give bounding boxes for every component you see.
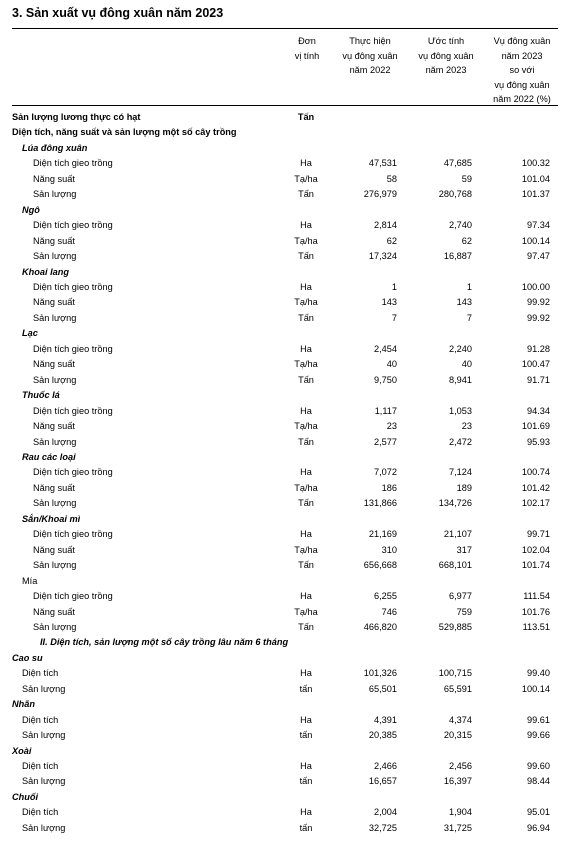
- value-2022: 62: [386, 235, 397, 246]
- table-row: [0, 745, 567, 760]
- table-row: [0, 683, 567, 698]
- value-2023: 59: [461, 173, 472, 184]
- value-ratio: 101.74: [521, 560, 550, 571]
- table-row: [0, 466, 567, 481]
- row-label: Xoài: [12, 745, 32, 756]
- row-label: Sản lượng: [33, 374, 77, 385]
- value-ratio: 100.14: [521, 683, 550, 694]
- row-label: Diện tích, năng suất và sản lượng một số cây trồng: [12, 127, 237, 138]
- value-2023: 16,887: [443, 251, 472, 262]
- row-label: Mía: [22, 575, 38, 586]
- row-unit: Tấn: [298, 251, 314, 262]
- value-2022: 7: [391, 312, 397, 323]
- table-row: [0, 312, 567, 327]
- row-unit: Tấn: [298, 498, 314, 509]
- value-ratio: 113.51: [522, 621, 550, 632]
- value-ratio: 111.54: [523, 591, 550, 602]
- row-label: Sản lượng: [33, 498, 77, 509]
- row-label: Sản lượng: [33, 436, 77, 447]
- row-unit: Ha: [300, 343, 312, 354]
- value-ratio: 95.01: [527, 807, 550, 818]
- row-unit: Tạ/ha: [294, 606, 318, 617]
- row-label: Diện tích gieo trồng: [33, 343, 113, 354]
- row-label: Năng suất: [33, 606, 75, 617]
- value-2023: 143: [456, 297, 472, 308]
- row-label: Năng suất: [33, 421, 75, 432]
- table-row: [0, 327, 567, 342]
- row-label: Diện tích: [22, 668, 59, 679]
- table-body: [0, 111, 567, 837]
- value-2022: 1,117: [374, 405, 397, 416]
- table-row: [0, 266, 567, 281]
- row-unit: Ha: [300, 807, 312, 818]
- value-ratio: 101.42: [521, 482, 550, 493]
- row-unit: Ha: [300, 761, 312, 772]
- table-row: [0, 652, 567, 667]
- value-ratio: 96.94: [527, 822, 550, 833]
- value-2022: 131,866: [363, 498, 397, 509]
- table-row: [0, 791, 567, 806]
- value-2022: 23: [386, 421, 397, 432]
- table-row: [0, 528, 567, 543]
- value-2022: 65,501: [368, 683, 397, 694]
- value-2023: 16,397: [443, 776, 472, 787]
- value-2022: 2,814: [374, 220, 397, 231]
- value-ratio: 91.28: [527, 343, 550, 354]
- row-label: Sản lượng lương thực có hạt: [12, 112, 141, 122]
- value-ratio: 102.17: [521, 498, 550, 509]
- row-label: Sản lượng: [22, 822, 66, 833]
- value-ratio: 99.61: [527, 714, 550, 725]
- value-2022: 186: [381, 482, 397, 493]
- table-row: [0, 296, 567, 311]
- value-2022: 9,750: [374, 374, 397, 385]
- value-2022: 17,324: [368, 251, 397, 262]
- value-2023: 100,715: [438, 668, 472, 679]
- row-unit: tấn: [299, 683, 313, 694]
- row-unit: Ha: [300, 714, 312, 725]
- row-label: Sản lượng: [33, 251, 77, 262]
- value-ratio: 100.47: [521, 359, 550, 370]
- value-2023: 529,885: [438, 621, 472, 632]
- row-unit: Tấn: [297, 112, 315, 122]
- value-2022: 16,657: [368, 776, 397, 787]
- value-2022: 47,531: [368, 158, 397, 169]
- value-ratio: 98.44: [527, 776, 550, 787]
- row-unit: Tấn: [298, 374, 314, 385]
- value-2023: 47,685: [443, 158, 472, 169]
- row-label: Năng suất: [33, 235, 75, 246]
- row-label: Sản lượng: [33, 312, 77, 323]
- row-unit: tấn: [299, 730, 313, 741]
- table-row: [0, 188, 567, 203]
- table-row: [0, 436, 567, 451]
- table-row: [0, 822, 567, 837]
- row-label: Rau các loại: [22, 451, 76, 462]
- row-unit: Ha: [300, 467, 312, 478]
- row-unit: Tạ/ha: [294, 482, 318, 493]
- row-label: Năng suất: [33, 297, 75, 308]
- row-label: Nhãn: [12, 699, 35, 710]
- row-label: Năng suất: [33, 359, 75, 370]
- value-2023: 20,315: [443, 730, 472, 741]
- value-2023: 1,904: [449, 807, 472, 818]
- row-unit: Tạ/ha: [294, 235, 318, 246]
- value-ratio: 99.71: [527, 529, 550, 540]
- row-unit: Ha: [300, 158, 312, 169]
- row-label: Diện tích: [22, 761, 59, 772]
- row-unit: Tấn: [298, 560, 314, 571]
- row-label: Sản lượng: [33, 560, 77, 571]
- row-label: II. Diện tích, sản lượng một số cây trồng lâu năm 6 tháng: [40, 637, 289, 648]
- table-title: 3. Sản xuất vụ đông xuân năm 2023: [12, 6, 224, 20]
- value-2023: 2,472: [449, 436, 472, 447]
- row-unit: Ha: [300, 220, 312, 231]
- row-unit: Ha: [300, 591, 312, 602]
- value-2023: 189: [456, 482, 472, 493]
- row-unit: Tạ/ha: [294, 544, 318, 555]
- table-row: [0, 451, 567, 466]
- table-row: [0, 420, 567, 435]
- value-2023: 2,456: [449, 761, 472, 772]
- value-ratio: 99.92: [527, 297, 550, 308]
- value-ratio: 95.93: [527, 436, 550, 447]
- value-2022: 276,979: [363, 189, 397, 200]
- value-2023: 668,101: [438, 560, 472, 571]
- value-ratio: 97.34: [527, 220, 550, 231]
- value-2023: 7: [466, 312, 472, 323]
- table-row: [0, 606, 567, 621]
- value-2023: 8,941: [449, 374, 472, 385]
- row-label: Sản lượng: [22, 730, 66, 741]
- row-label: Diện tích gieo trồng: [33, 281, 113, 292]
- table-row: [0, 142, 567, 157]
- value-ratio: 100.74: [521, 467, 550, 478]
- header-col-ratio: Vụ đông xuân năm 2023 so với vụ đông xuân năm 2022 (%): [493, 36, 551, 104]
- value-2023: 31,725: [443, 822, 472, 833]
- value-ratio: 101.04: [521, 173, 550, 184]
- row-label: Diện tích gieo trồng: [33, 591, 113, 602]
- value-ratio: 100.00: [521, 281, 550, 292]
- row-unit: Tạ/ha: [294, 297, 318, 308]
- row-unit: tấn: [299, 822, 313, 833]
- table-row: [0, 497, 567, 512]
- value-ratio: 91.71: [527, 374, 550, 385]
- value-2022: 1: [391, 281, 397, 292]
- value-2022: 466,820: [363, 621, 397, 632]
- value-2022: 2,004: [374, 807, 397, 818]
- value-2022: 58: [386, 173, 397, 184]
- row-unit: Tạ/ha: [294, 421, 318, 432]
- value-2023: 21,107: [443, 529, 472, 540]
- table-row: [0, 405, 567, 420]
- row-label: Sản lượng: [22, 683, 66, 694]
- value-ratio: 94.34: [527, 405, 550, 416]
- value-2023: 62: [461, 235, 472, 246]
- row-label: Chuối: [12, 791, 39, 802]
- value-2023: 23: [461, 421, 472, 432]
- row-unit: Ha: [300, 405, 312, 416]
- row-label: Diện tích: [22, 714, 59, 725]
- value-2022: 7,072: [374, 467, 397, 478]
- table-row: [0, 513, 567, 528]
- value-ratio: 101.37: [521, 189, 550, 200]
- value-ratio: 99.92: [527, 312, 550, 323]
- row-label: Sản lượng: [22, 776, 66, 787]
- table-row: [0, 575, 567, 590]
- row-label: Sắn/Khoai mì: [22, 513, 81, 524]
- value-2023: 2,740: [449, 220, 472, 231]
- table-row: [0, 374, 567, 389]
- value-ratio: 101.76: [521, 606, 550, 617]
- value-ratio: 99.60: [527, 761, 550, 772]
- value-2022: 20,385: [368, 730, 397, 741]
- row-label: Diện tích: [22, 807, 59, 818]
- row-unit: Tạ/ha: [294, 173, 318, 184]
- header-bottom-rule: [12, 105, 558, 106]
- value-ratio: 99.40: [527, 668, 550, 679]
- value-2022: 2,577: [374, 436, 397, 447]
- value-2023: 6,977: [449, 591, 472, 602]
- row-label: Sản lượng: [33, 189, 77, 200]
- value-2023: 65,591: [443, 683, 472, 694]
- table-row: [0, 760, 567, 775]
- row-unit: tấn: [299, 776, 313, 787]
- value-2023: 317: [456, 544, 472, 555]
- value-ratio: 99.66: [527, 730, 550, 741]
- header-col-2023: Ước tính vụ đông xuân năm 2023: [418, 36, 474, 75]
- table-row: [0, 559, 567, 574]
- value-2023: 40: [461, 359, 472, 370]
- table-row: [0, 281, 567, 296]
- value-2022: 101,326: [363, 668, 397, 679]
- row-unit: Tấn: [298, 189, 314, 200]
- row-unit: Ha: [300, 668, 312, 679]
- row-label: Diện tích gieo trồng: [33, 158, 113, 169]
- header-col-2022: Thực hiện vụ đông xuân năm 2022: [342, 36, 398, 75]
- table-row: [0, 235, 567, 250]
- row-label: Diện tích gieo trồng: [33, 467, 113, 478]
- table-row: [0, 667, 567, 682]
- header-top-rule: [12, 28, 558, 29]
- value-ratio: 102.04: [521, 544, 550, 555]
- table-row: [0, 806, 567, 821]
- row-label: Khoai lang: [22, 266, 69, 277]
- row-label: Diện tích gieo trồng: [33, 405, 113, 416]
- value-2022: 4,391: [374, 714, 397, 725]
- value-ratio: 100.32: [521, 158, 550, 169]
- table-row: [0, 173, 567, 188]
- value-2022: 6,255: [374, 591, 397, 602]
- value-ratio: 100.14: [521, 235, 550, 246]
- table-row: [0, 544, 567, 559]
- value-2023: 759: [456, 606, 472, 617]
- table-row: [0, 204, 567, 219]
- table-row: [0, 621, 567, 636]
- row-label: Lúa đông xuân: [22, 142, 88, 153]
- value-2022: 746: [381, 606, 397, 617]
- table-row: [0, 775, 567, 790]
- row-unit: Ha: [300, 529, 312, 540]
- table-row: [0, 729, 567, 744]
- value-2022: 40: [386, 359, 397, 370]
- row-unit: Ha: [300, 281, 312, 292]
- value-2022: 143: [381, 297, 397, 308]
- row-label: Diện tích gieo trồng: [33, 529, 113, 540]
- value-2022: 21,169: [368, 529, 397, 540]
- value-2023: 7,124: [449, 467, 472, 478]
- row-unit: Tấn: [298, 621, 314, 632]
- value-2023: 2,240: [449, 343, 472, 354]
- table-row: [0, 482, 567, 497]
- table-row: [0, 590, 567, 605]
- row-label: Năng suất: [33, 482, 75, 493]
- table-row: [0, 126, 567, 141]
- table-row: [0, 714, 567, 729]
- table-row: [0, 343, 567, 358]
- row-label: Năng suất: [33, 173, 75, 184]
- value-2023: 134,726: [438, 498, 472, 509]
- table-row: [0, 698, 567, 713]
- value-2023: 1,053: [449, 405, 472, 416]
- value-2022: 32,725: [368, 822, 397, 833]
- row-label: Thuốc lá: [22, 390, 60, 401]
- table-row: [0, 157, 567, 172]
- row-label: Ngô: [22, 204, 40, 215]
- value-2023: 4,374: [449, 714, 472, 725]
- value-2022: 2,454: [374, 343, 397, 354]
- row-label: Cao su: [12, 652, 43, 663]
- row-label: Năng suất: [33, 544, 75, 555]
- value-2022: 656,668: [363, 560, 397, 571]
- header-unit: Đơn vị tính: [294, 36, 320, 61]
- value-2022: 2,466: [374, 761, 397, 772]
- row-label: Lạc: [22, 328, 38, 339]
- value-ratio: 97.47: [527, 251, 550, 262]
- row-unit: Tấn: [298, 436, 314, 447]
- table-row: [0, 636, 567, 651]
- row-label: Diện tích gieo trồng: [33, 220, 113, 231]
- row-unit: Tấn: [298, 312, 314, 323]
- table-row: [0, 219, 567, 234]
- table-row: [0, 358, 567, 373]
- value-ratio: 101.69: [521, 421, 550, 432]
- value-2023: 1: [466, 281, 472, 292]
- value-2023: 280,768: [438, 189, 472, 200]
- row-label: Sản lượng: [33, 621, 77, 632]
- row-unit: Tạ/ha: [294, 359, 318, 370]
- value-2022: 310: [381, 544, 397, 555]
- table-row: [0, 250, 567, 265]
- table-row: [0, 389, 567, 404]
- table-row: [0, 111, 567, 126]
